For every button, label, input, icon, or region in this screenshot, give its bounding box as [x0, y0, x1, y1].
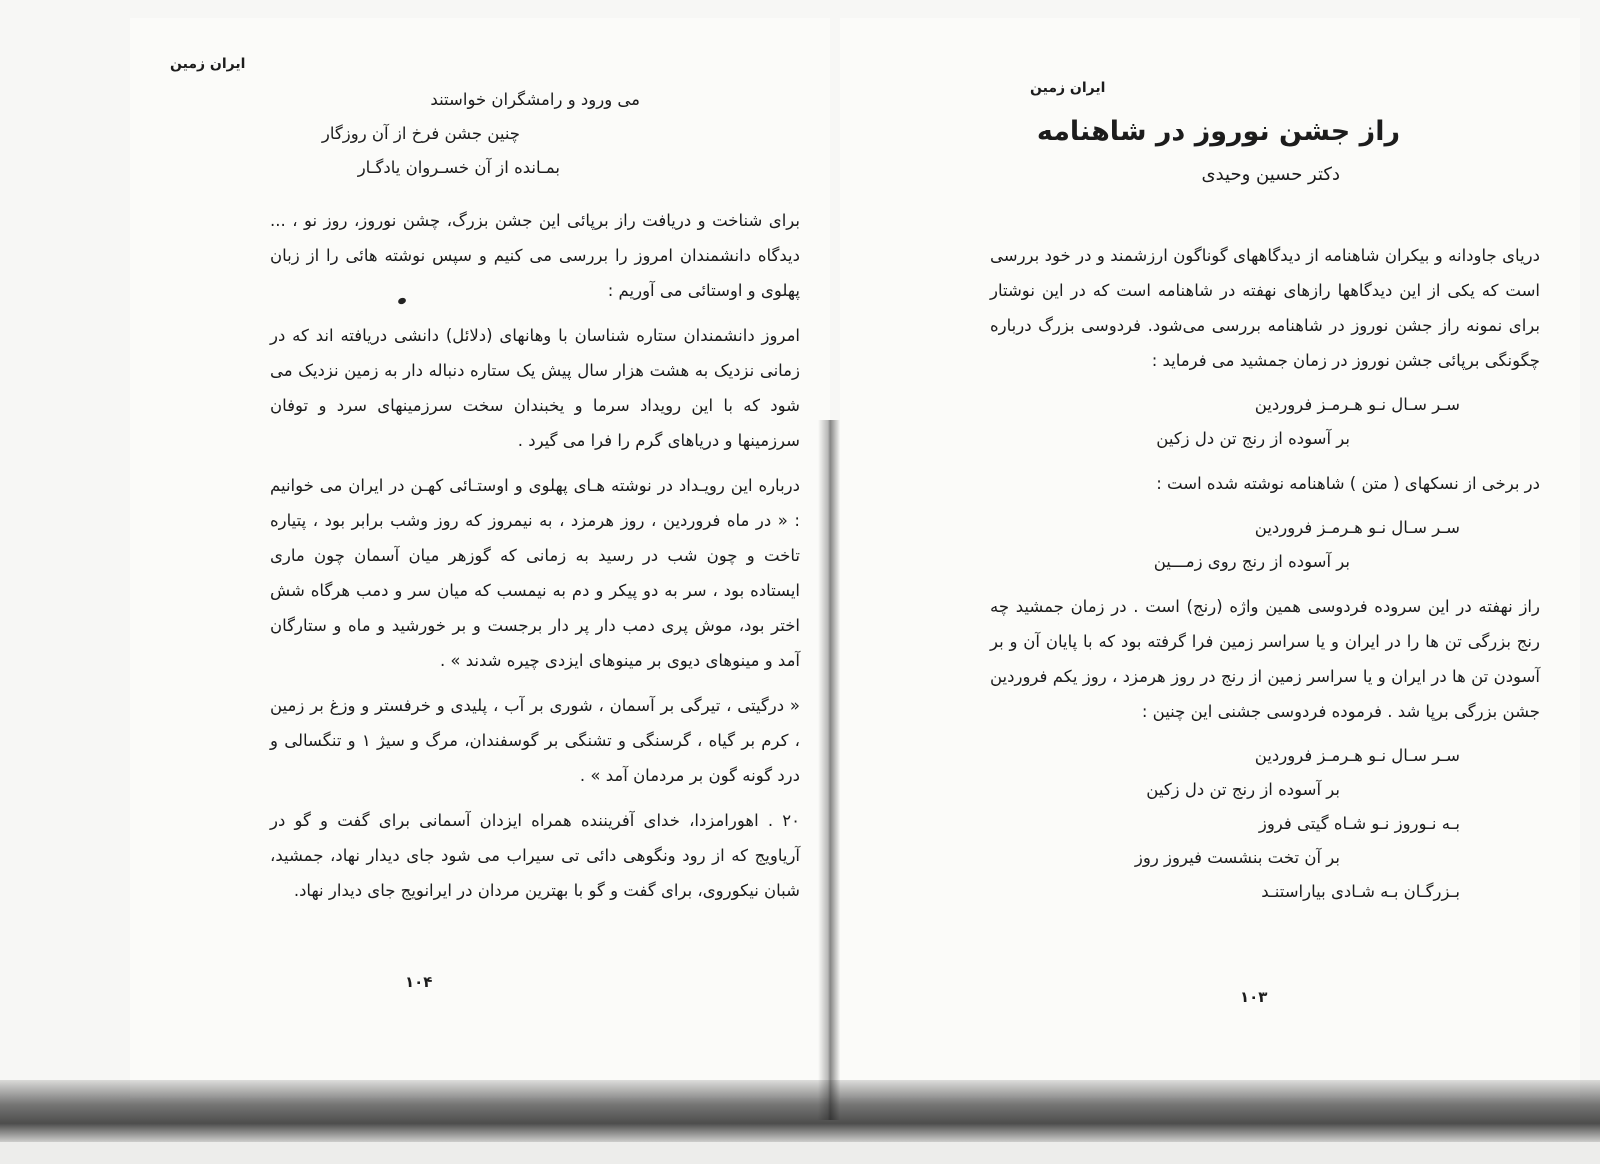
- verse-line: بر آسوده از رنج تن دل زکین: [1156, 429, 1350, 448]
- article-title: راز جشن نوروز در شاهنامه: [1036, 116, 1400, 147]
- running-header: ایران زمین: [170, 56, 246, 72]
- paragraph: راز نهفته در این سروده فردوسی همین واژه (رنج) است . در زمان جمشید چه رنج بزرگی تن ها را در ایران و یا سراسر زمین فرا گرفته بود که با پایان آن و بر آسودن تن ها در ایران و یا سراسر زمین از رنج در روز هرمزد ، روز یکم فروردین جشن بزرگی برپا شد . فرموده فردوسی جشنی این چنین :: [990, 597, 1540, 721]
- verse-line: سـر سـال نـو هـرمـز فروردین: [1254, 395, 1460, 414]
- paragraph: برای شناخت و دریافت راز برپائی این جشن بزرگ، چشن نوروز، روز نو ، ... دیدگاه دانشمندان امروز را بررسی می کنیم و سپس نوشته هائی را از زبان پهلوی و اوستائی می آوریم :: [270, 211, 800, 300]
- paragraph: دریای جاودانه و بیکران شاهنامه از دیدگاههای گوناگون ارزشمند و در خود بررسی است که یکی از این دیدگاهها رازهای نهفته در شاهنامه است که در این نوشتار برای نمونه راز جشن نوروز در شاهنامه بررسی می‌شود. فردوسی بزرگ درباره چگونگی برپائی جشن نوروز در زمان جمشید می فرماید :: [990, 246, 1540, 370]
- paragraph: « درگیتی ، تیرگی بر آسمان ، شوری بر آب ، پلیدی و خرفستر و وزغ بر زمین ، کرم بر گیاه ، گرسنگی و تشنگی بر گوسفندان، مرگ و سیژ ۱ و تنگسالی و درد گونه گون بر مردمان آمد » .: [270, 696, 800, 785]
- couplet: [990, 388, 1540, 456]
- opening-verse: [321, 83, 640, 185]
- right-page-body: [990, 238, 1540, 919]
- page-number: ۱۰۴: [405, 973, 433, 991]
- verse-line: سـر سـال نـو هـرمـز فروردین: [1254, 518, 1460, 537]
- paragraph: امروز دانشمندان ستاره شناسان با وهانهای (دلائل) دانشی دریافته اند که در زمانی نزدیک به هشت هزار سال پیش یک ستاره دنباله دار به زمین نزدیک می شود که با این رویداد سرما و یخبندان سخت سرزمینهای سرد و توفان سرزمینها و دریاهای گرم را فرا می گیرد .: [270, 326, 800, 450]
- right-page: [840, 18, 1580, 1098]
- scan-bottom-margin: [0, 1142, 1600, 1164]
- page-number: ۱۰۳: [1240, 988, 1268, 1006]
- article-author: دکتر حسین وحیدی: [1201, 164, 1340, 185]
- left-page-body: [270, 203, 800, 918]
- scan-edge-shadow: [0, 1080, 1600, 1142]
- couplet: [990, 511, 1540, 579]
- verse-line: بـزرگـان بـه شـادی بیاراستنـد: [1261, 882, 1460, 901]
- verse-line: بر آن تخت بنشست فیروز روز: [1134, 848, 1340, 867]
- left-page: [130, 18, 830, 1098]
- verse-line: بر آسوده از رنج تن دل زکین: [1146, 780, 1340, 799]
- verse-line: بر آسوده از رنج روی زمـــین: [1153, 552, 1350, 571]
- closing-verse: [990, 739, 1540, 909]
- verse-line: چنین جشن فرخ از آن روزگار: [321, 124, 520, 143]
- paragraph: درباره این رویـداد در نوشته هـای پهلوی و اوستـائی کهـن در ایران می خوانیم : « در ماه فروردین ، روز هرمزد ، به نیمروز که روز وشب برابر بود ، پتیاره تاخت و چون شب در رسید به زمانی که گوزهر میان آسمان چون ماری ایستاده بود ، سر به دو پیکر و دم به نیمسب که میان سر و دمب هرگاه شش اختر بود، موش پری دمب دار پر دار برجست و بر خورشید و ماه و ستارگان آمد و مینوهای دیوی بر مینوهای ایزدی چیره شدند » .: [270, 476, 800, 670]
- paragraph: در برخی از نسکهای ( متن ) شاهنامه نوشته شده است :: [1156, 474, 1540, 493]
- verse-line: بـه نـوروز نـو شـاه گیتی فروز: [1258, 814, 1460, 833]
- running-header: ایران زمین: [1030, 80, 1106, 96]
- paragraph: ۲۰ . اهورامزدا، خدای آفریننده همراه ایزدان آسمانی برای گفت و گو در آریاویج که از رود ونگوهی دائی تی سیراب می شود جای دیدار نهاد، جمشید، شبان نیکورو‌ی، برای گفت و گو با بهترین مردان در ایرانویج جای دیدار نهاد.: [270, 811, 800, 900]
- book-gutter-shadow: [818, 420, 840, 1120]
- verse-line: می ورود و رامشگران خواستند: [430, 90, 640, 109]
- verse-line: سـر سـال نـو هـرمـز فروردین: [1254, 746, 1460, 765]
- verse-line: بمـانده از آن خسـروان یادگـار: [357, 158, 560, 177]
